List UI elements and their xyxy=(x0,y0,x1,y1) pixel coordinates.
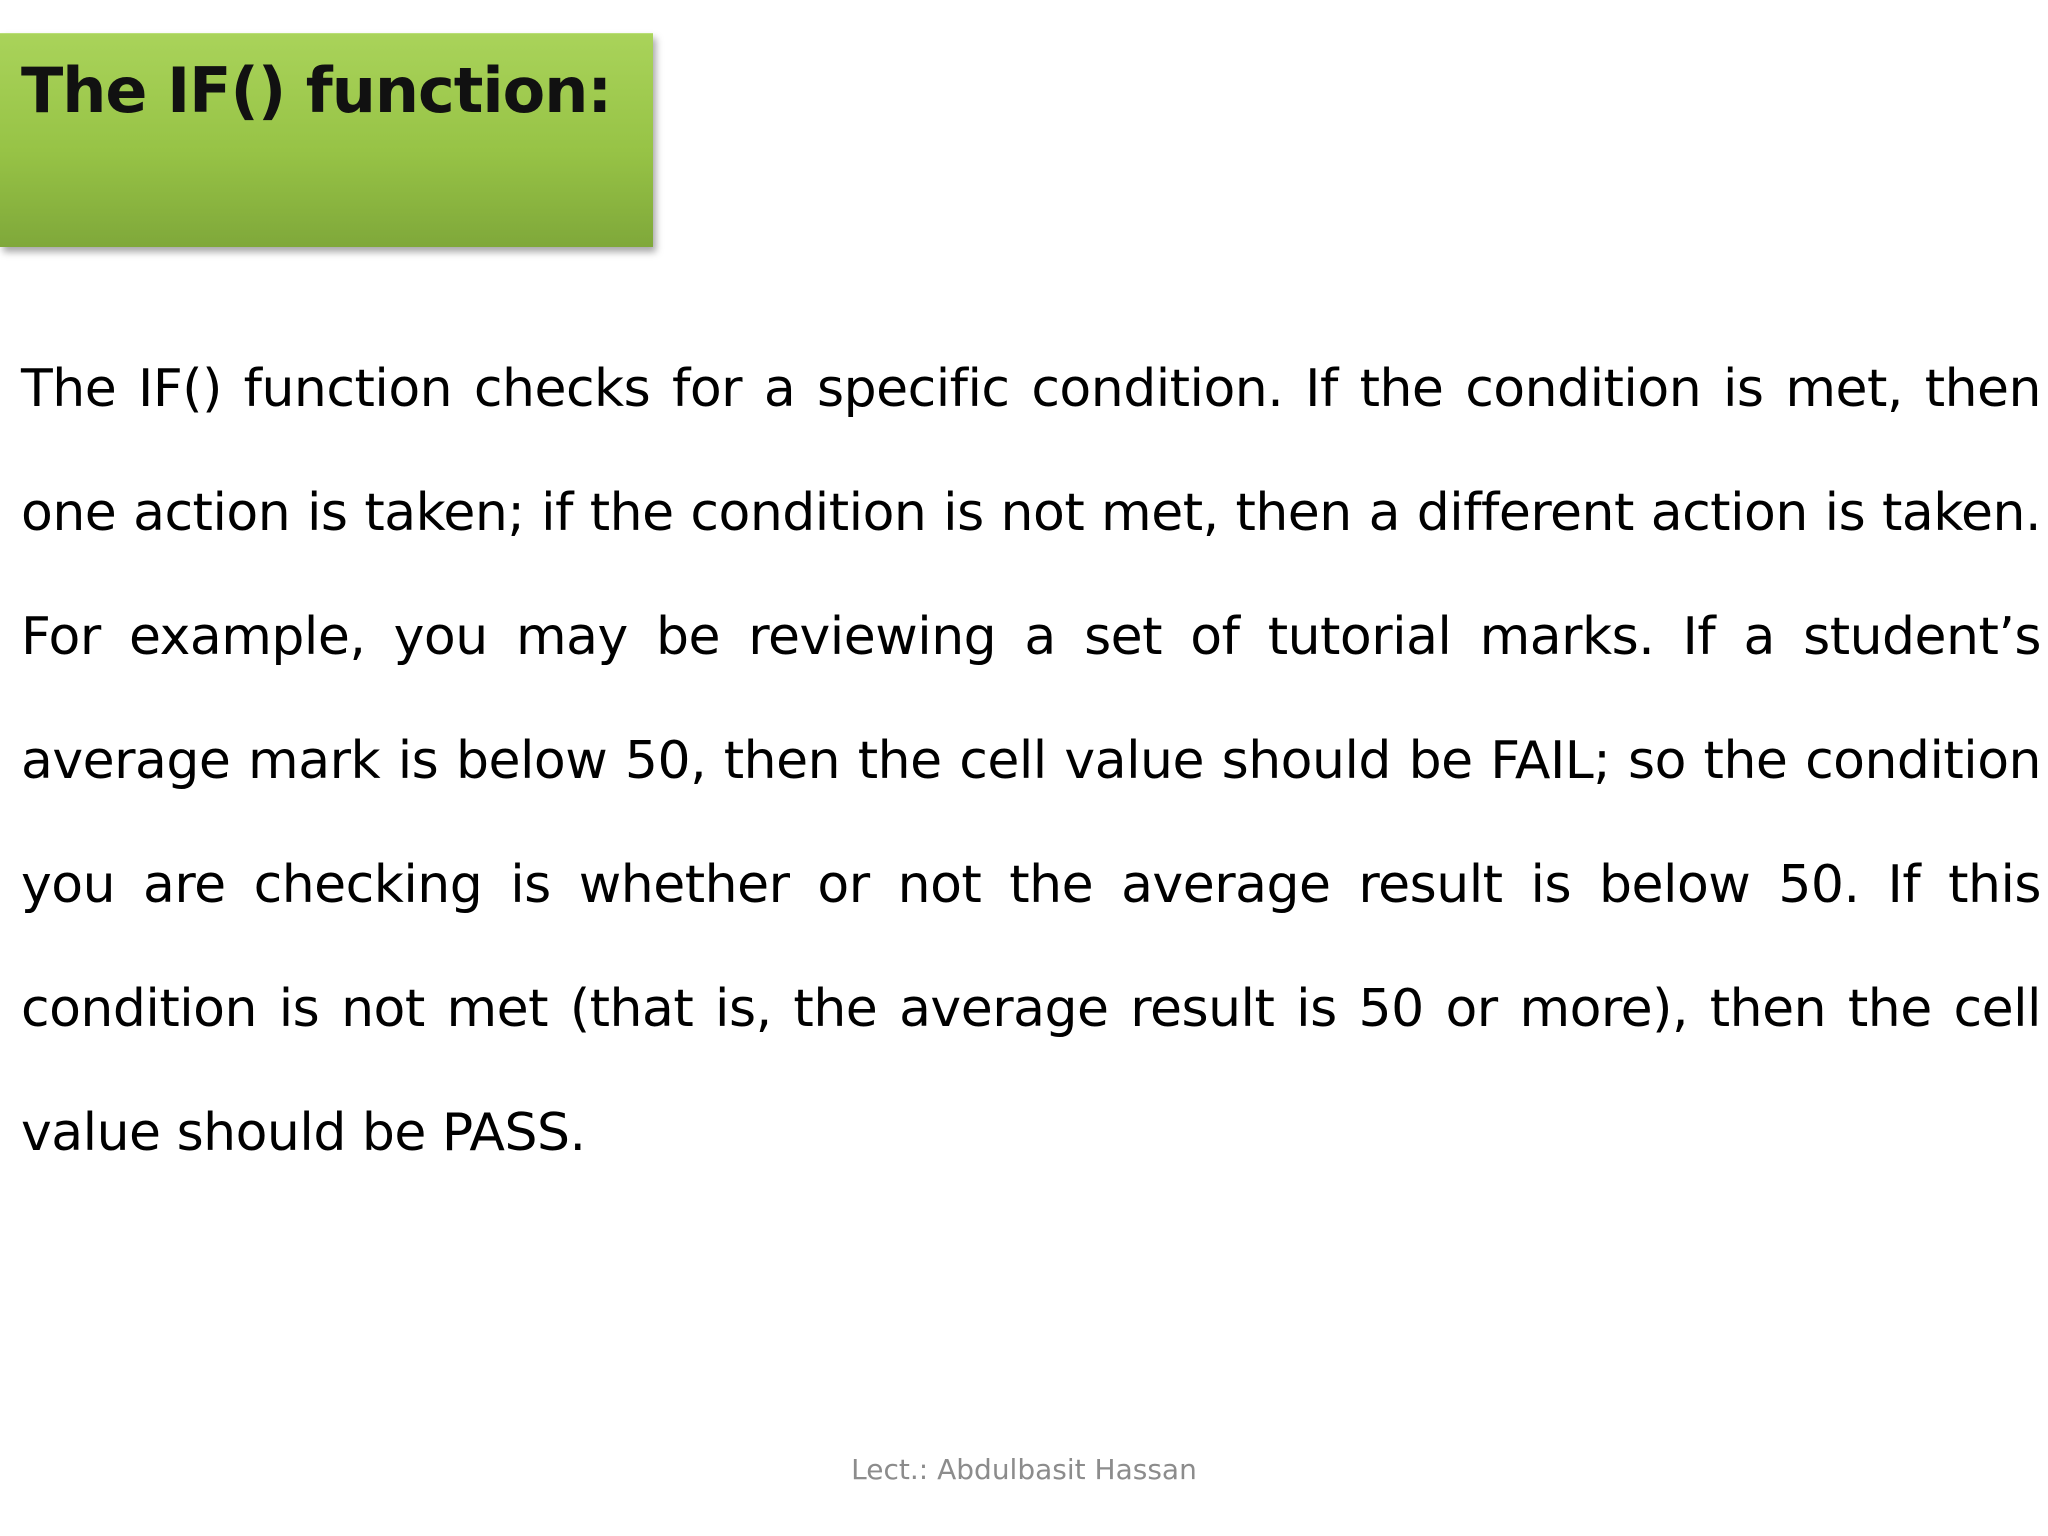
slide-body-paragraph: The IF() function checks for a specific condition. If the condition is met, then one action is taken; if the condition is not met, then a different action is taken. For example, you may be reviewing a set of tutorial marks. If a student’s average mark is below 50, then the cell value should be FAIL; so the condition you are checking is whether or not the average result is below 50. If this condition is not met (that is, the average result is 50 or more), then the cell value should be PASS. xyxy=(21,359,2041,1163)
slide-title: The IF() function: xyxy=(21,54,612,127)
slide-footer: Lect.: Abdulbasit Hassan xyxy=(851,1453,1197,1486)
title-box xyxy=(0,33,653,247)
